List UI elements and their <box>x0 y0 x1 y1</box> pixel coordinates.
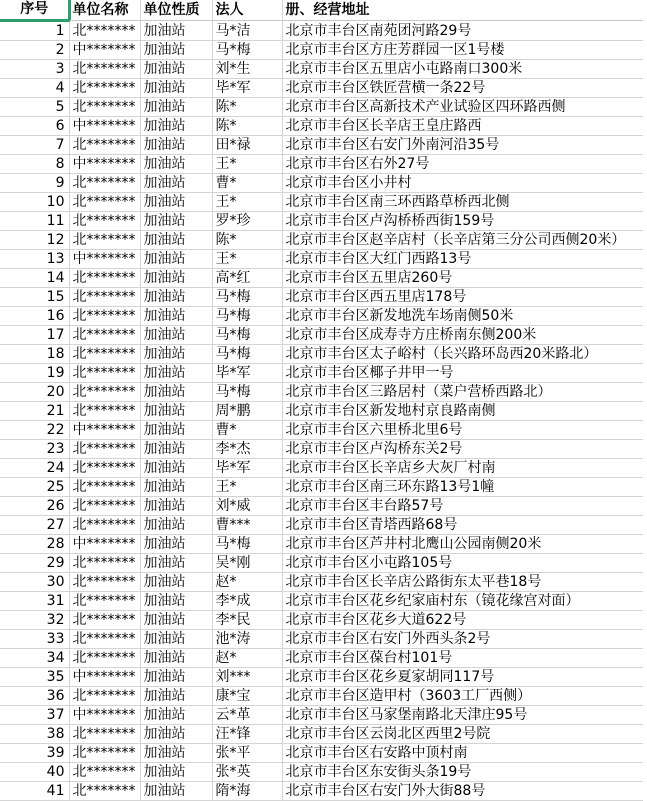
cell-address[interactable]: 北京市丰台区新发地洗车场南侧50米 <box>282 307 643 326</box>
cell-unit-type[interactable]: 加油站 <box>140 478 212 497</box>
table-header <box>0 0 643 21</box>
cell-serial-number[interactable]: 32 <box>0 611 69 630</box>
cell-unit-name[interactable]: 中******* <box>69 250 140 269</box>
cell-serial-number[interactable]: 22 <box>0 421 69 440</box>
cell-address[interactable]: 北京市丰台区小井村 <box>282 174 643 193</box>
cell-address[interactable]: 北京市丰台区丰台路57号 <box>282 497 643 516</box>
cell-serial-number[interactable]: 27 <box>0 516 69 535</box>
cell-unit-type[interactable]: 加油站 <box>140 554 212 573</box>
cell-unit-type[interactable]: 加油站 <box>140 402 212 421</box>
cell-address[interactable]: 北京市丰台区方庄芳群园一区1号楼 <box>282 41 643 60</box>
cell-legal-person[interactable]: 池*涛 <box>212 630 282 649</box>
cell-unit-name[interactable]: 北******* <box>69 744 140 763</box>
cell-serial-number[interactable]: 38 <box>0 725 69 744</box>
cell-unit-type[interactable]: 加油站 <box>140 649 212 668</box>
cell-legal-person[interactable]: 曹*** <box>212 516 282 535</box>
table-row <box>0 573 643 592</box>
column-header-unit-name-label: 单位名称 <box>72 1 129 18</box>
cell-unit-type[interactable]: 加油站 <box>140 630 212 649</box>
table-row <box>0 174 643 193</box>
cell-unit-type[interactable]: 加油站 <box>140 250 212 269</box>
cell-unit-name[interactable]: 北******* <box>69 592 140 611</box>
cell-serial-number[interactable]: 13 <box>0 250 69 269</box>
cell-serial-number[interactable]: 29 <box>0 554 69 573</box>
cell-address[interactable]: 北京市丰台区椰子井甲一号 <box>282 364 643 383</box>
cell-unit-type[interactable]: 加油站 <box>140 535 212 554</box>
cell-legal-person[interactable]: 马*洁 <box>212 21 282 41</box>
cell-address[interactable]: 北京市丰台区葆台村101号 <box>282 649 643 668</box>
table-row <box>0 535 643 554</box>
cell-unit-type[interactable]: 加油站 <box>140 288 212 307</box>
cell-serial-number[interactable]: 34 <box>0 649 69 668</box>
cell-serial-number[interactable]: 39 <box>0 744 69 763</box>
cell-unit-name[interactable]: 北******* <box>69 136 140 155</box>
cell-serial-number[interactable]: 25 <box>0 478 69 497</box>
cell-unit-name[interactable]: 北******* <box>69 630 140 649</box>
cell-address[interactable]: 北京市丰台区南苑团河路29号 <box>282 21 643 41</box>
selection-border <box>68 0 71 20</box>
table-row <box>0 307 643 326</box>
cell-legal-person[interactable]: 陈* <box>212 98 282 117</box>
cell-unit-type[interactable]: 加油站 <box>140 193 212 212</box>
cell-unit-name[interactable]: 北******* <box>69 79 140 98</box>
table-row <box>0 136 643 155</box>
cell-legal-person[interactable]: 周*鹏 <box>212 402 282 421</box>
cell-address[interactable]: 北京市丰台区东安街头条19号 <box>282 763 643 782</box>
cell-unit-type[interactable]: 加油站 <box>140 155 212 174</box>
cell-unit-type[interactable]: 加油站 <box>140 345 212 364</box>
cell-legal-person[interactable]: 马*梅 <box>212 535 282 554</box>
cell-unit-type[interactable]: 加油站 <box>140 174 212 193</box>
table-row <box>0 98 643 117</box>
cell-unit-type[interactable]: 加油站 <box>140 60 212 79</box>
cell-unit-name[interactable]: 北******* <box>69 288 140 307</box>
cell-serial-number[interactable]: 1 <box>0 21 69 41</box>
table-row <box>0 706 643 725</box>
cell-unit-name[interactable]: 北******* <box>69 649 140 668</box>
cell-unit-name[interactable]: 北******* <box>69 478 140 497</box>
cell-legal-person[interactable]: 毕*军 <box>212 459 282 478</box>
cell-address[interactable]: 北京市丰台区赵辛店村（长辛店第三分公司西侧20米） <box>282 231 643 250</box>
cell-unit-type[interactable]: 加油站 <box>140 725 212 744</box>
cell-serial-number[interactable]: 21 <box>0 402 69 421</box>
table-row <box>0 155 643 174</box>
cell-unit-name[interactable]: 北******* <box>69 687 140 706</box>
cell-unit-name[interactable]: 北******* <box>69 212 140 231</box>
table-row <box>0 744 643 763</box>
table-row <box>0 592 643 611</box>
cell-serial-number[interactable]: 5 <box>0 98 69 117</box>
cell-address[interactable]: 北京市丰台区铁匠营横一条22号 <box>282 79 643 98</box>
cell-address[interactable]: 北京市丰台区长辛店公路街东太平巷18号 <box>282 573 643 592</box>
cell-unit-type[interactable]: 加油站 <box>140 269 212 288</box>
cell-legal-person[interactable]: 汪*锋 <box>212 725 282 744</box>
cell-unit-type[interactable]: 加油站 <box>140 231 212 250</box>
cell-serial-number[interactable]: 40 <box>0 763 69 782</box>
table-row <box>0 421 643 440</box>
table-row <box>0 250 643 269</box>
cell-unit-name[interactable]: 中******* <box>69 706 140 725</box>
cell-serial-number[interactable]: 14 <box>0 269 69 288</box>
cell-legal-person[interactable]: 李*成 <box>212 592 282 611</box>
table-body <box>0 21 643 801</box>
cell-unit-name[interactable]: 北******* <box>69 459 140 478</box>
cell-unit-type[interactable]: 加油站 <box>140 516 212 535</box>
cell-address[interactable]: 北京市丰台区三路居村（菜户营桥西路北） <box>282 383 643 402</box>
cell-legal-person[interactable]: 陈* <box>212 231 282 250</box>
cell-serial-number[interactable]: 35 <box>0 668 69 687</box>
cell-unit-type[interactable]: 加油站 <box>140 117 212 136</box>
cell-serial-number[interactable]: 3 <box>0 60 69 79</box>
cell-address[interactable]: 北京市丰台区卢沟桥桥西街159号 <box>282 212 643 231</box>
cell-unit-name[interactable]: 北******* <box>69 98 140 117</box>
cell-legal-person[interactable]: 毕*军 <box>212 79 282 98</box>
cell-address[interactable]: 北京市丰台区花乡大道622号 <box>282 611 643 630</box>
cell-address[interactable]: 北京市丰台区花乡夏家胡同117号 <box>282 668 643 687</box>
cell-serial-number[interactable]: 31 <box>0 592 69 611</box>
cell-unit-type[interactable]: 加油站 <box>140 421 212 440</box>
table-row <box>0 782 643 801</box>
cell-legal-person[interactable]: 毕*军 <box>212 364 282 383</box>
cell-unit-name[interactable]: 北******* <box>69 193 140 212</box>
cell-unit-name[interactable]: 北******* <box>69 725 140 744</box>
table-row <box>0 231 643 250</box>
cell-address[interactable]: 北京市丰台区花乡纪家庙村东（镜花缘宫对面） <box>282 592 643 611</box>
cell-legal-person[interactable]: 罗*珍 <box>212 212 282 231</box>
cell-address[interactable]: 北京市丰台区造甲村（3603工厂西侧） <box>282 687 643 706</box>
table-row <box>0 326 643 345</box>
table-row <box>0 687 643 706</box>
cell-address[interactable]: 北京市丰台区小屯路105号 <box>282 554 643 573</box>
cell-unit-name[interactable]: 北******* <box>69 60 140 79</box>
table-row <box>0 79 643 98</box>
cell-unit-name[interactable]: 北******* <box>69 554 140 573</box>
cell-address[interactable]: 北京市丰台区五里店260号 <box>282 269 643 288</box>
cell-legal-person[interactable]: 刘*生 <box>212 60 282 79</box>
cell-serial-number[interactable]: 8 <box>0 155 69 174</box>
cell-address[interactable]: 北京市丰台区新发地村京良路南侧 <box>282 402 643 421</box>
cell-address[interactable]: 北京市丰台区马家堡南路北天津庄95号 <box>282 706 643 725</box>
table-row <box>0 402 643 421</box>
cell-unit-name[interactable]: 北******* <box>69 611 140 630</box>
cell-unit-type[interactable]: 加油站 <box>140 212 212 231</box>
cell-serial-number[interactable]: 24 <box>0 459 69 478</box>
cell-unit-name[interactable]: 北******* <box>69 307 140 326</box>
cell-legal-person[interactable]: 王* <box>212 193 282 212</box>
table-row <box>0 288 643 307</box>
cell-unit-name[interactable]: 北******* <box>69 231 140 250</box>
cell-legal-person[interactable]: 隋*海 <box>212 782 282 801</box>
table-row <box>0 554 643 573</box>
table-row <box>0 725 643 744</box>
cell-serial-number[interactable]: 23 <box>0 440 69 459</box>
cell-unit-name[interactable]: 中******* <box>69 117 140 136</box>
cell-legal-person[interactable]: 高*红 <box>212 269 282 288</box>
table-row <box>0 21 643 41</box>
table-row <box>0 212 643 231</box>
cell-legal-person[interactable]: 赵* <box>212 573 282 592</box>
cell-legal-person[interactable]: 马*梅 <box>212 307 282 326</box>
cell-legal-person[interactable]: 曹* <box>212 174 282 193</box>
cell-unit-type[interactable]: 加油站 <box>140 307 212 326</box>
cell-address[interactable]: 北京市丰台区长辛店王皇庄路西 <box>282 117 643 136</box>
table-row <box>0 440 643 459</box>
cell-unit-name[interactable]: 中******* <box>69 155 140 174</box>
cell-legal-person[interactable]: 马*梅 <box>212 326 282 345</box>
cell-unit-type[interactable]: 加油站 <box>140 782 212 801</box>
cell-serial-number[interactable]: 41 <box>0 782 69 801</box>
cell-legal-person[interactable]: 王* <box>212 155 282 174</box>
cell-address[interactable]: 北京市丰台区大红门西路13号 <box>282 250 643 269</box>
cell-legal-person[interactable]: 赵* <box>212 649 282 668</box>
cell-unit-name[interactable]: 北******* <box>69 516 140 535</box>
cell-unit-name[interactable]: 北******* <box>69 782 140 801</box>
cell-legal-person[interactable]: 曹* <box>212 421 282 440</box>
cell-unit-type[interactable]: 加油站 <box>140 440 212 459</box>
cell-unit-type[interactable]: 加油站 <box>140 383 212 402</box>
cell-unit-type[interactable]: 加油站 <box>140 98 212 117</box>
cell-unit-name[interactable]: 北******* <box>69 763 140 782</box>
cell-unit-type[interactable]: 加油站 <box>140 611 212 630</box>
cell-legal-person[interactable]: 张*平 <box>212 744 282 763</box>
cell-unit-name[interactable]: 中******* <box>69 421 140 440</box>
column-header-legal-person[interactable]: 法人 <box>212 0 282 21</box>
cell-unit-name[interactable]: 北******* <box>69 440 140 459</box>
cell-serial-number[interactable]: 9 <box>0 174 69 193</box>
column-header-serial-number[interactable]: 序号 <box>0 0 69 21</box>
table-row <box>0 41 643 60</box>
cell-address[interactable]: 北京市丰台区右安门外南河沿35号 <box>282 136 643 155</box>
cell-serial-number[interactable]: 20 <box>0 383 69 402</box>
cell-legal-person[interactable]: 康*宝 <box>212 687 282 706</box>
cell-unit-type[interactable]: 加油站 <box>140 668 212 687</box>
cell-serial-number[interactable]: 18 <box>0 345 69 364</box>
cell-address[interactable]: 北京市丰台区西五里店178号 <box>282 288 643 307</box>
cell-serial-number[interactable]: 10 <box>0 193 69 212</box>
table-row <box>0 478 643 497</box>
cell-address[interactable]: 北京市丰台区芦井村北鹰山公园南侧20米 <box>282 535 643 554</box>
table-row <box>0 345 643 364</box>
cell-address[interactable]: 北京市丰台区五里店小屯路南口300米 <box>282 60 643 79</box>
cell-unit-name[interactable]: 北******* <box>69 269 140 288</box>
table-row <box>0 459 643 478</box>
table-row <box>0 383 643 402</box>
cell-legal-person[interactable]: 张*英 <box>212 763 282 782</box>
cell-legal-person[interactable]: 马*梅 <box>212 288 282 307</box>
cell-unit-type[interactable]: 加油站 <box>140 706 212 725</box>
cell-legal-person[interactable]: 李*民 <box>212 611 282 630</box>
cell-unit-type[interactable]: 加油站 <box>140 687 212 706</box>
cell-unit-type[interactable]: 加油站 <box>140 41 212 60</box>
cell-legal-person[interactable]: 李*杰 <box>212 440 282 459</box>
cell-unit-type[interactable]: 加油站 <box>140 744 212 763</box>
cell-serial-number[interactable]: 37 <box>0 706 69 725</box>
cell-legal-person[interactable]: 王* <box>212 478 282 497</box>
cell-legal-person[interactable]: 马*梅 <box>212 345 282 364</box>
cell-unit-name[interactable]: 北******* <box>69 573 140 592</box>
cell-serial-number[interactable]: 16 <box>0 307 69 326</box>
column-header-unit-name[interactable] <box>69 0 140 21</box>
cell-legal-person[interactable]: 王* <box>212 250 282 269</box>
column-header-address[interactable]: 册、经营地址 <box>282 0 643 21</box>
cell-unit-type[interactable]: 加油站 <box>140 136 212 155</box>
cell-serial-number[interactable]: 19 <box>0 364 69 383</box>
cell-unit-name[interactable]: 北******* <box>69 345 140 364</box>
table-row <box>0 193 643 212</box>
table-row <box>0 649 643 668</box>
table-row <box>0 60 643 79</box>
table-row <box>0 763 643 782</box>
cell-address[interactable]: 北京市丰台区南三环东路13号1幢 <box>282 478 643 497</box>
cell-unit-type[interactable]: 加油站 <box>140 592 212 611</box>
cell-serial-number[interactable]: 36 <box>0 687 69 706</box>
cell-address[interactable]: 北京市丰台区右外27号 <box>282 155 643 174</box>
cell-unit-type[interactable]: 加油站 <box>140 573 212 592</box>
cell-address[interactable]: 北京市丰台区右安路中顶村南 <box>282 744 643 763</box>
cell-unit-type[interactable]: 加油站 <box>140 497 212 516</box>
cell-unit-type[interactable]: 加油站 <box>140 79 212 98</box>
cell-unit-name[interactable]: 北******* <box>69 402 140 421</box>
cell-unit-name[interactable]: 北******* <box>69 497 140 516</box>
cell-serial-number[interactable]: 11 <box>0 212 69 231</box>
cell-address[interactable]: 北京市丰台区青塔西路68号 <box>282 516 643 535</box>
cell-serial-number[interactable]: 2 <box>0 41 69 60</box>
cell-unit-type[interactable]: 加油站 <box>140 326 212 345</box>
cell-unit-name[interactable]: 北******* <box>69 174 140 193</box>
header-row <box>0 0 643 21</box>
table-row <box>0 497 643 516</box>
table-row <box>0 364 643 383</box>
table-row <box>0 668 643 687</box>
cell-serial-number[interactable]: 7 <box>0 136 69 155</box>
table-row <box>0 630 643 649</box>
cell-address[interactable]: 北京市丰台区卢沟桥东关2号 <box>282 440 643 459</box>
cell-address[interactable]: 北京市丰台区长辛店乡大灰厂村南 <box>282 459 643 478</box>
cell-legal-person[interactable]: 吴*刚 <box>212 554 282 573</box>
cell-serial-number[interactable]: 6 <box>0 117 69 136</box>
cell-unit-type[interactable]: 加油站 <box>140 763 212 782</box>
cell-legal-person[interactable]: 马*梅 <box>212 41 282 60</box>
cell-address[interactable]: 北京市丰台区右安门外西头条2号 <box>282 630 643 649</box>
cell-serial-number[interactable]: 28 <box>0 535 69 554</box>
cell-unit-name[interactable]: 北******* <box>69 21 140 41</box>
cell-serial-number[interactable]: 26 <box>0 497 69 516</box>
cell-address[interactable]: 北京市丰台区成寿寺方庄桥南东侧200米 <box>282 326 643 345</box>
cell-serial-number[interactable]: 30 <box>0 573 69 592</box>
cell-address[interactable]: 北京市丰台区南三环西路草桥西北侧 <box>282 193 643 212</box>
cell-legal-person[interactable]: 云*革 <box>212 706 282 725</box>
cell-address[interactable]: 北京市丰台区六里桥北里6号 <box>282 421 643 440</box>
cell-legal-person[interactable]: 陈* <box>212 117 282 136</box>
cell-address[interactable]: 北京市丰台区高新技术产业试验区四环路西侧 <box>282 98 643 117</box>
cell-unit-name[interactable]: 中******* <box>69 41 140 60</box>
cell-unit-type[interactable]: 加油站 <box>140 21 212 41</box>
table-row <box>0 269 643 288</box>
cell-address[interactable]: 北京市丰台区右安门外大街88号 <box>282 782 643 801</box>
cell-serial-number[interactable]: 12 <box>0 231 69 250</box>
column-header-unit-type[interactable]: 单位性质 <box>140 0 212 21</box>
cell-serial-number[interactable]: 17 <box>0 326 69 345</box>
cell-unit-type[interactable]: 加油站 <box>140 364 212 383</box>
cell-legal-person[interactable]: 马*梅 <box>212 383 282 402</box>
cell-address[interactable]: 北京市丰台区云岗北区西里2号院 <box>282 725 643 744</box>
cell-serial-number[interactable]: 33 <box>0 630 69 649</box>
table-row <box>0 611 643 630</box>
table-row <box>0 117 643 136</box>
cell-legal-person[interactable]: 田*禄 <box>212 136 282 155</box>
cell-legal-person[interactable]: 刘*威 <box>212 497 282 516</box>
cell-unit-type[interactable]: 加油站 <box>140 459 212 478</box>
cell-unit-name[interactable]: 中******* <box>69 535 140 554</box>
cell-unit-name[interactable]: 北******* <box>69 364 140 383</box>
cell-unit-name[interactable]: 北******* <box>69 326 140 345</box>
cell-address[interactable]: 北京市丰台区太子峪村（长兴路环岛西20米路北） <box>282 345 643 364</box>
table-row <box>0 516 643 535</box>
cell-legal-person[interactable]: 刘*** <box>212 668 282 687</box>
cell-unit-name[interactable]: 北******* <box>69 383 140 402</box>
cell-unit-name[interactable]: 中******* <box>69 668 140 687</box>
cell-serial-number[interactable]: 15 <box>0 288 69 307</box>
cell-serial-number[interactable]: 4 <box>0 79 69 98</box>
